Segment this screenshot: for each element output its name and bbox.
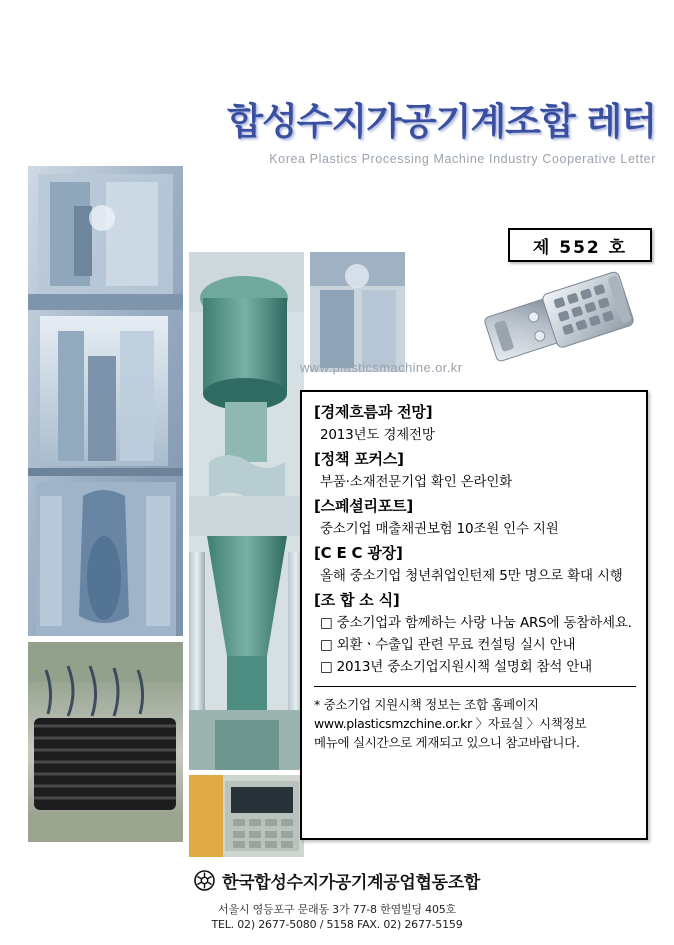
footer bbox=[0, 868, 674, 932]
section-item: □ 외환ㆍ수출입 관련 무료 컨설팅 실시 안내 bbox=[320, 637, 576, 653]
section-item: 중소기업 매출채권보험 10조원 인수 지원 bbox=[320, 521, 559, 537]
section-item: □ 2013년 중소기업지원시책 설명회 참석 안내 bbox=[320, 659, 593, 675]
section-heading-association-news: [조 합 소 식] bbox=[314, 591, 400, 609]
issue-number-badge: 제 552 호 bbox=[508, 228, 652, 262]
photo-machine-detail bbox=[310, 252, 405, 372]
masthead-subtitle: Korea Plastics Processing Machine Industry Cooperative Letter bbox=[269, 152, 656, 166]
photo-extruder-hopper bbox=[189, 252, 304, 770]
product-photo-hinge bbox=[478, 268, 648, 373]
section-heading-special-report: [스페셜리포트] bbox=[314, 497, 414, 515]
section-item: □ 중소기업과 함께하는 사랑 나눔 ARS에 동참하세요. bbox=[320, 615, 632, 631]
note-line-1: * 중소기업 지원시책 정보는 조합 홈페이지 bbox=[314, 697, 539, 712]
photo-blow-molding-machine bbox=[28, 166, 183, 636]
footer-address-line: 서울시 영등포구 문래동 3가 77-8 한염빌딩 405호 bbox=[218, 903, 456, 916]
section-heading-cec-plaza: [C E C 광장] bbox=[314, 544, 403, 562]
association-logo-icon bbox=[194, 870, 215, 891]
photo-control-panel bbox=[189, 775, 304, 857]
footer-organization-name: 한국합성수지가공기계공업협동조합 bbox=[222, 873, 480, 893]
section-item: 부품·소재전문기업 확인 온라인화 bbox=[320, 474, 513, 490]
contents-divider bbox=[314, 686, 636, 687]
website-url: www.plasticsmachine.or.kr bbox=[300, 360, 463, 375]
page-title: 합성수지가공기계조합 레터 bbox=[227, 100, 656, 143]
section-heading-economy: [경제흐름과 전망] bbox=[314, 403, 433, 421]
footer-contact-line: TEL. 02) 2677-5080 / 5158 FAX. 02) 2677-5159 bbox=[211, 918, 463, 931]
note-line-2: www.plasticsmzchine.or.kr 〉자료실 〉시책정보 bbox=[314, 716, 587, 731]
footer-organization bbox=[194, 868, 480, 893]
photo-corrugated-pipe bbox=[28, 642, 183, 842]
table-of-contents bbox=[300, 390, 648, 840]
note-line-3: 메뉴에 실시간으로 게재되고 있으니 참고바랍니다. bbox=[314, 735, 580, 750]
masthead bbox=[188, 100, 656, 190]
section-item: 2013년도 경제전망 bbox=[320, 427, 435, 443]
section-item: 올해 중소기업 청년취업인턴제 5만 명으로 확대 시행 bbox=[320, 568, 623, 584]
section-heading-policy-focus: [정책 포커스] bbox=[314, 450, 404, 468]
footer-address bbox=[0, 902, 674, 932]
